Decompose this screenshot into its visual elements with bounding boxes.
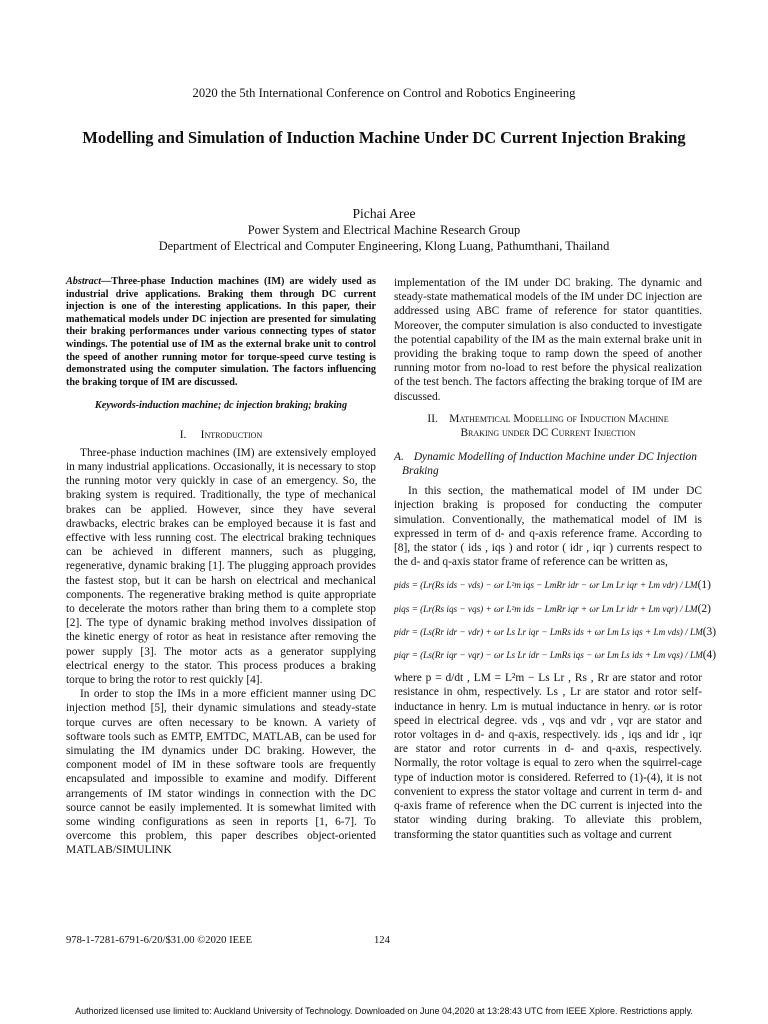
- intro-paragraph-1: Three-phase induction machines (IM) are extensively employed in many industrial applications. Occasionally, it is necessary to stop the running motor very quickly in case of an emergency. So, the braking system is required. Traditionally, the type of mechanical brakes can be applied. However, since they have several drawbacks, electric brakes can be employed because it is fast and effective with less running cost. The electrical braking techniques can be achieved in different manners, such as plugging, regenerative, dynamic braking [1]. The plugging approach provides the fastest stop, but it can be harsh on electrical and mechanical components. The regenerative braking method is quite appropriate to decelerate the motors rather than bring them to a complete stop [2]. The type of dynamic braking method involves dissipation of the kinetic energy of rotor as heat in resistance after removing the power supply [3]. The motor acts as a generator supplying electrical energy to the stator. This process produces a braking torque to bring the rotor to rest quickly [4].: [66, 446, 376, 686]
- equation-1: [394, 578, 711, 592]
- equation-number: (4): [702, 649, 717, 662]
- section-heading-introduction: [66, 428, 376, 442]
- affiliation-department: Department of Electrical and Computer Engineering, Klong Luang, Pathumthani, Thailand: [158, 239, 610, 253]
- affiliation-group: Power System and Electrical Machine Research Group: [247, 223, 521, 237]
- intro-continuation: implementation of the IM under DC braking. The dynamic and steady-state mathematical models of the IM under DC injection are addressed using ABC frame of reference for stator quantities. Moreover, the computer simulation is also conducted to investigate the potential capability of the IM as the main external brake unit in providing the braking toque to ramp down the speed of another running motor from no-load to rest before the physical realization of the test bench. The factors affecting the braking torque of IM are discussed.: [394, 277, 702, 403]
- equation-text: piqr = (Ls(Rr iqr − vqr) − ωr Ls Lr idr − LmRs iqs − ωr Lm Ls ids + Lm vqs) / LM: [394, 650, 703, 661]
- equation-3: [394, 625, 717, 639]
- where-paragraph: where p = d/dt , LM = L²m − Ls Lr , Rs , Rr are stator and rotor resistance in ohm, respectively. Ls , Lr are stator and rotor self-inductance in henry. Lm is mutual inductance in henry. ωr is rotor speed in electrical degree. vds , vqs and vdr , vqr are stator and rotor voltages in d- and q-axis, respectively. ids , iqs and idr , iqr are stator and rotor currents in d- and q-axis, respectively. Normally, the rotor voltage is equal to zero when the squirrel-cage type of induction motor is considered. Referred to (1)-(4), it is not convenient to express the stator voltage and current in term d- and q-axis frame of reference when the DC current is injected into the stator winding during braking. To alleviate this problem, transforming the stator quantities such as voltage and current: [394, 672, 702, 841]
- right-column: [394, 276, 717, 842]
- equation-4: [394, 648, 717, 662]
- author-name: Pichai Aree: [352, 206, 416, 221]
- subsection-title: Dynamic Modelling of Induction Machine under DC Injection Braking: [402, 450, 697, 478]
- left-column: [66, 276, 376, 858]
- keywords: Keywords-induction machine; dc injection braking; braking: [94, 400, 348, 412]
- subsection-letter: A.: [394, 450, 404, 463]
- subsection-heading: [394, 450, 702, 478]
- section-number: I.: [179, 428, 187, 441]
- equation-number: (1): [697, 579, 711, 592]
- paper-title: Modelling and Simulation of Induction Machine Under DC Current Injection Braking: [82, 128, 686, 147]
- equation-text: piqs = (Lr(Rs iqs − vqs) + ωr L²m ids − LmRr iqr + ωr Lm Lr idr + Lm vqr) / LM: [394, 603, 698, 614]
- section-heading-modelling: [394, 412, 702, 440]
- abstract-lead: Abstract: [66, 276, 102, 287]
- abstract-text: —Three-phase Induction machines (IM) are widely used as industrial drive applications. Braking them through DC current injection is one of the interesting applications. In this paper, their mathematical models under DC injection are presented for simulating their braking performances under various connecting types of stator windings. The potential use of IM as the external brake unit to control the speed of another running motor for torque-speed curve testing is demonstrated using the computer simulation. The factors influencing the braking torque of IM are discussed.: [66, 276, 376, 388]
- equation-number: (2): [697, 602, 711, 615]
- equation-number: (3): [702, 625, 717, 638]
- license-notice: Authorized licensed use limited to: Auckland University of Technology. Downloaded on June 04,2020 at 13:28:43 UTC from IEEE Xplore. Restrictions apply.: [75, 1006, 693, 1016]
- intro-paragraph-2: In order to stop the IMs in a more efficient manner using DC injection method [5], their dynamic simulations and steady-state torque curves are often necessary to be known. A variety of software tools such as EMTP, EMTDC, MATLAB, can be used for simulating the IM dynamics under DC braking. However, the component model of IM in these software tools are frequently encapsulated and impossible to examine and modify. Different arrangements of IM stator windings in connection with the DC source cannot be easily implemented. It is somewhat limited with some winding configurations as seen in reports [1, 6-7]. To overcome this problem, this paper describes object-oriented MATLAB/SIMULINK: [66, 688, 376, 857]
- footer-isbn: 978-1-7281-6791-6/20/$31.00 ©2020 IEEE: [66, 935, 253, 946]
- section-title-line-2: Braking under DC Current Injection: [460, 426, 636, 439]
- section-title-line-1: Mathemtical Modelling of Induction Machine: [449, 412, 669, 425]
- section-title: Introduction: [200, 428, 263, 441]
- page-number: 124: [374, 935, 390, 946]
- equation-2: [394, 602, 711, 616]
- section-number: II.: [427, 412, 438, 425]
- equation-text: pidr = (Ls(Rr idr − vdr) + ωr Ls Lr iqr − LmRs ids + ωr Lm Ls iqs + Lm vds) / LM: [394, 626, 703, 637]
- conference-name: 2020 the 5th International Conference on Control and Robotics Engineering: [192, 86, 576, 100]
- model-intro-paragraph: In this section, the mathematical model of IM under DC injection braking is proposed for conducting the computer simulation. Conventionally, the mathematical model of IM is expressed in term of d- and q-axis reference frame. According to [8], the stator ( ids , iqs ) and rotor ( idr , iqr ) currents respect to the d- and q-axis stator frame of reference can be written as,: [394, 485, 702, 569]
- abstract: [66, 276, 376, 389]
- equation-text: pids = (Lr(Rs ids − vds) − ωr L²m iqs − LmRr idr − ωr Lm Lr iqr + Lm vdr) / LM: [394, 580, 698, 591]
